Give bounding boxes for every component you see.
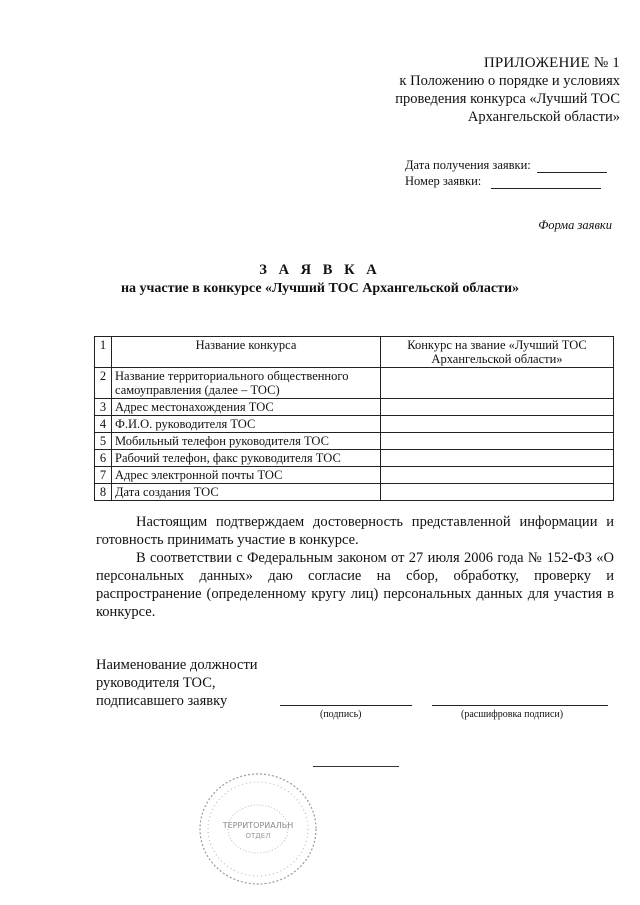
- row-label: Название территориального общественного самоуправления (далее – ТОС): [112, 368, 381, 399]
- row-label: Адрес местонахождения ТОС: [112, 399, 381, 416]
- row-number: 3: [95, 399, 112, 416]
- appendix-header: [340, 54, 620, 126]
- appendix-title: ПРИЛОЖЕНИЕ № 1: [483, 55, 620, 71]
- signature-label-line-2: руководителя ТОС,: [96, 675, 216, 691]
- table-row: [95, 416, 614, 433]
- table-row: [95, 433, 614, 450]
- stamp-seal-icon: [196, 770, 320, 888]
- signature-line[interactable]: [280, 705, 412, 706]
- row-label: Рабочий телефон, факс руководителя ТОС: [112, 450, 381, 467]
- table-row: [95, 484, 614, 501]
- table-row: [95, 467, 614, 484]
- confirmation-text: Настоящим подтверждаем достоверность представленной информации и готовность принимать участие в конкурсе.: [96, 514, 614, 548]
- stamp-seal: [196, 770, 320, 888]
- table-row: [95, 450, 614, 467]
- application-number-row: [405, 173, 607, 189]
- consent-paragraph: [96, 549, 614, 621]
- appendix-line-3: Архангельской области»: [467, 109, 620, 125]
- application-number-field[interactable]: [491, 176, 601, 189]
- received-date-field[interactable]: [537, 160, 607, 173]
- signature-label-line-1: Наименование должности: [96, 657, 258, 673]
- signature-decode-caption: (расшифровка подписи): [461, 709, 564, 720]
- document-title: З А Я В К А: [259, 262, 381, 278]
- stamp-center-line-1: ТЕРРИТОРИАЛЬН: [222, 821, 294, 830]
- appendix-line-2: проведения конкурса «Лучший ТОС: [395, 91, 620, 107]
- received-date-label: Дата получения заявки:: [405, 158, 531, 172]
- consent-text: В соответствии с Федеральным законом от 27 июля 2006 года № 152-ФЗ «О персональных данных» даю согласие на сбор, обработку, проверку и распространение (определенному кругу лиц) персональных данных для участия в конкурсе.: [96, 550, 614, 620]
- row-value[interactable]: [381, 399, 614, 416]
- document-subtitle: на участие в конкурсе «Лучший ТОС Архангельской области»: [120, 281, 520, 296]
- row-label: Мобильный телефон руководителя ТОС: [112, 433, 381, 450]
- receipt-meta: [405, 157, 607, 189]
- signature-caption: (подпись): [320, 709, 362, 720]
- confirmation-paragraph: [96, 513, 614, 549]
- row-value: Конкурс на звание «Лучший ТОС Архангельской области»: [381, 337, 614, 368]
- row-number: 5: [95, 433, 112, 450]
- application-table: [94, 336, 614, 501]
- row-value[interactable]: [381, 433, 614, 450]
- signature-decode-line[interactable]: [432, 705, 608, 706]
- stamp-center-line-2: ОТДЕЛ: [245, 832, 271, 840]
- row-label: Адрес электронной почты ТОС: [112, 467, 381, 484]
- row-number: 1: [95, 337, 112, 368]
- signature-label-line-3: подписавшего заявку: [96, 693, 228, 709]
- row-label: Дата создания ТОС: [112, 484, 381, 501]
- signature-label: [96, 656, 258, 710]
- row-label: Ф.И.О. руководителя ТОС: [112, 416, 381, 433]
- application-number-label: Номер заявки:: [405, 174, 482, 188]
- table-row: [95, 337, 614, 368]
- row-value[interactable]: [381, 484, 614, 501]
- received-date-row: [405, 157, 607, 173]
- row-value[interactable]: [381, 467, 614, 484]
- divider-line: [313, 766, 399, 767]
- form-note: Форма заявки: [538, 218, 612, 232]
- row-value[interactable]: [381, 368, 614, 399]
- row-number: 2: [95, 368, 112, 399]
- row-number: 6: [95, 450, 112, 467]
- table-row: [95, 368, 614, 399]
- row-number: 4: [95, 416, 112, 433]
- row-number: 8: [95, 484, 112, 501]
- row-value[interactable]: [381, 450, 614, 467]
- appendix-line-1: к Положению о порядке и условиях: [399, 73, 620, 89]
- table-row: [95, 399, 614, 416]
- row-label: Название конкурса: [112, 337, 381, 368]
- row-value[interactable]: [381, 416, 614, 433]
- row-number: 7: [95, 467, 112, 484]
